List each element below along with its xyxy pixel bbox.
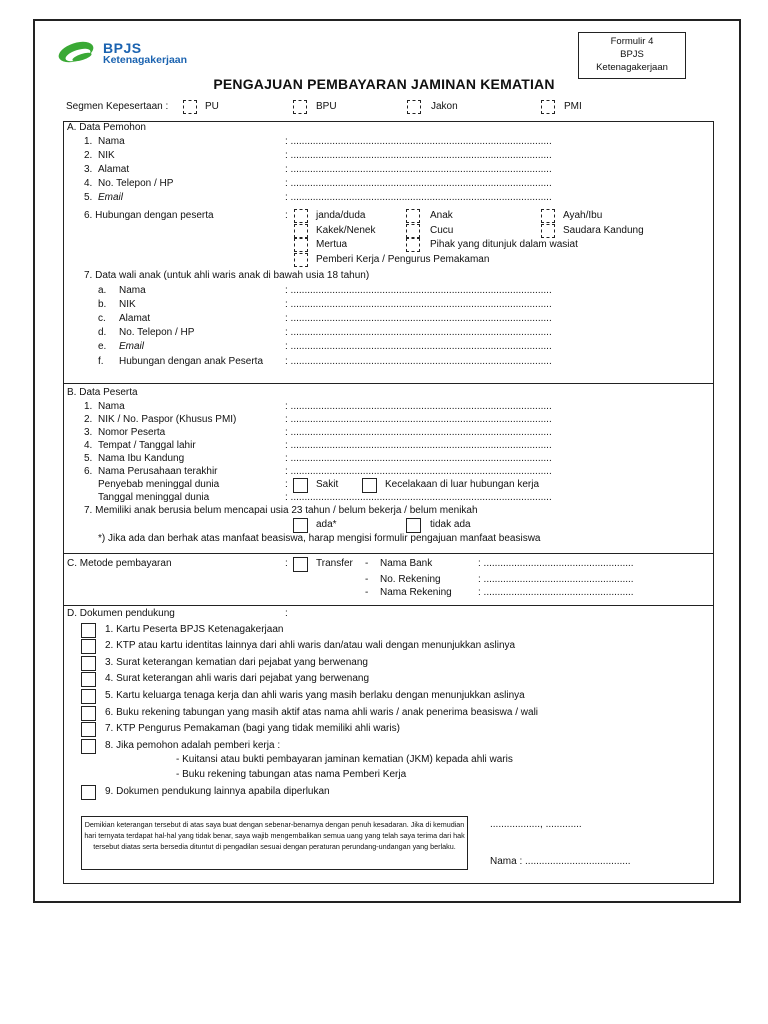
segmen-label: Segmen Kepesertaan : [66, 101, 169, 112]
transfer-label: Transfer [316, 558, 353, 569]
a-field-5-input[interactable]: : .............................................................................................. [285, 192, 552, 203]
doc-8-checkbox[interactable] [81, 739, 96, 754]
penyebab-colon: : [285, 479, 288, 490]
doc-6-label: 6. Buku rekening tabungan yang masih aktif atas nama ahli waris / anak penerima beasiswa / wali [105, 707, 539, 718]
wali-f-num: f. [98, 356, 104, 367]
b-field-2-input[interactable]: : .............................................................................................. [285, 414, 552, 425]
doc-8-label: 8. Jika pemohon adalah pemberi kerja : [105, 740, 281, 751]
nama-rekening-dash: - [365, 587, 369, 598]
hub-mertua-checkbox[interactable] [294, 238, 308, 252]
a-field-4-label: No. Telepon / HP [98, 178, 174, 189]
transfer-checkbox[interactable] [293, 557, 308, 572]
a-field-4-input[interactable]: : .............................................................................................. [285, 178, 552, 189]
doc-9-checkbox[interactable] [81, 785, 96, 800]
form-title: PENGAJUAN PEMBAYARAN JAMINAN KEMATIAN [213, 76, 555, 92]
b-field-2-label: NIK / No. Paspor (Khusus PMI) [98, 414, 237, 425]
wali-d-input[interactable]: : .............................................................................................. [285, 327, 552, 338]
wali-f-label: Hubungan dengan anak Peserta [119, 356, 264, 367]
a-field-1-label: Nama [98, 136, 125, 147]
doc-8-sub-2: - Buku rekening tabungan atas nama Pemberi Kerja [176, 769, 407, 780]
doc-2-checkbox[interactable] [81, 639, 96, 654]
b-field-4-num: 4. [84, 440, 93, 451]
b-field-6-num: 6. [84, 466, 93, 477]
a-field-3-label: Alamat [98, 164, 130, 175]
segmen-pmi-checkbox[interactable] [541, 100, 555, 114]
doc-4-label: 4. Surat keterangan ahli waris dari pejabat yang berwenang [105, 673, 370, 684]
hub-janda-label: janda/duda [316, 210, 366, 221]
hubungan-label: 6. Hubungan dengan peserta [84, 210, 214, 221]
b-field-6-input[interactable]: : .............................................................................................. [285, 466, 552, 477]
penyebab-kecelakaan-checkbox[interactable] [362, 478, 377, 493]
wali-c-num: c. [98, 313, 106, 324]
b-field-3-label: Nomor Peserta [98, 427, 166, 438]
penyebab-sakit-checkbox[interactable] [293, 478, 308, 493]
declaration-box: Demikian keterangan tersebut di atas saya buat dengan sebenar-benarnya dengan penuh kesadaran. Jika di kemudian hari ternyata terdapat hal-hal yang tidak benar, saya wajib mengembalikan semua uang yang telah saya terima dari hak tersebut diatas serta bersedia dituntut di pengadilan sesuai dengan peraturan perundang-undangan yang berlaku. [81, 816, 468, 870]
b-field-1-num: 1. [84, 401, 93, 412]
logo-subname: Ketenagakerjaan [103, 54, 188, 66]
a-field-2-num: 2. [84, 150, 93, 161]
wali-e-num: e. [98, 341, 107, 352]
b-field-1-input[interactable]: : .............................................................................................. [285, 401, 552, 412]
wali-heading: 7. Data wali anak (untuk ahli waris anak di bawah usia 18 tahun) [84, 270, 370, 281]
beasiswa-note: *) Jika ada dan berhak atas manfaat beasiswa, harap mengisi formulir pengajuan manfaat beasiswa [98, 533, 541, 544]
wali-b-num: b. [98, 299, 107, 310]
a-field-1-input[interactable]: : .............................................................................................. [285, 136, 552, 147]
formulir-line-1: Formulir 4 [610, 36, 654, 47]
tanggal-input[interactable]: : .............................................................................................. [285, 492, 552, 503]
rekening-input[interactable]: : ...................................................... [478, 574, 634, 585]
hub-ayah-checkbox[interactable] [541, 209, 555, 223]
doc-6-checkbox[interactable] [81, 706, 96, 721]
hub-anak-checkbox[interactable] [406, 209, 420, 223]
doc-5-checkbox[interactable] [81, 689, 96, 704]
doc-1-label: 1. Kartu Peserta BPJS Ketenagakerjaan [105, 624, 284, 635]
b-field-6-label: Nama Perusahaan terakhir [98, 466, 218, 477]
formulir-box [578, 32, 686, 79]
wali-c-input[interactable]: : .............................................................................................. [285, 313, 552, 324]
segmen-pu-label: PU [205, 101, 219, 112]
nama-rekening-label: Nama Rekening [380, 587, 452, 598]
wali-c-label: Alamat [119, 313, 151, 324]
bank-label: Nama Bank [380, 558, 433, 569]
rekening-dash: - [365, 574, 369, 585]
penyebab-label: Penyebab meninggal dunia [98, 479, 220, 490]
place-date-field[interactable]: .................., ............. [490, 819, 582, 830]
wali-e-input[interactable]: : .............................................................................................. [285, 341, 552, 352]
section-a-heading: A. Data Pemohon [67, 122, 146, 133]
wali-b-label: NIK [119, 299, 136, 310]
hub-cucu-checkbox[interactable] [406, 224, 420, 238]
q7-ada-label: ada* [316, 519, 337, 530]
a-field-2-label: NIK [98, 150, 115, 161]
wali-a-input[interactable]: : .............................................................................................. [285, 285, 552, 296]
logo-name: BPJS [103, 40, 142, 56]
segmen-pmi-label: PMI [564, 101, 582, 112]
section-d-heading: D. Dokumen pendukung [67, 608, 175, 619]
wali-d-label: No. Telepon / HP [119, 327, 195, 338]
hub-kakek-checkbox[interactable] [294, 224, 308, 238]
hub-janda-checkbox[interactable] [294, 209, 308, 223]
doc-2-label: 2. KTP atau kartu identitas lainnya dari ahli waris dan/atau wali dengan menunjukkan aslinya [105, 640, 516, 651]
a-field-4-num: 4. [84, 178, 93, 189]
segmen-jakon-label: Jakon [431, 101, 458, 112]
segmen-jakon-checkbox[interactable] [407, 100, 421, 114]
doc-4-checkbox[interactable] [81, 672, 96, 687]
doc-7-label: 7. KTP Pengurus Pemakaman (bagi yang tidak memiliki ahli waris) [105, 723, 400, 734]
b-field-3-num: 3. [84, 427, 93, 438]
a-field-3-num: 3. [84, 164, 93, 175]
signature-name-field[interactable]: Nama : ...................................... [490, 856, 631, 867]
penyebab-sakit-label: Sakit [316, 479, 339, 490]
doc-8-sub-1: - Kuitansi atau bukti pembayaran jaminan kematian (JKM) kepada ahli waris [176, 754, 513, 765]
hub-cucu-label: Cucu [430, 225, 454, 236]
section-d-colon: : [285, 608, 288, 619]
hub-wasiat-checkbox[interactable] [406, 238, 420, 252]
doc-9-label: 9. Dokumen pendukung lainnya apabila diperlukan [105, 786, 330, 797]
bpjs-logo-icon [56, 38, 102, 68]
hub-ayah-label: Ayah/Ibu [563, 210, 603, 221]
wali-d-num: d. [98, 327, 107, 338]
a-field-5-label: Email [98, 192, 124, 203]
wali-f-input[interactable]: : .............................................................................................. [285, 356, 552, 367]
hub-wasiat-label: Pihak yang ditunjuk dalam wasiat [430, 239, 578, 250]
q7-ada-checkbox[interactable] [293, 518, 308, 533]
penyebab-kecelakaan-label: Kecelakaan di luar hubungan kerja [385, 479, 539, 490]
formulir-line-3: Ketenagakerjaan [596, 62, 668, 73]
hubungan-colon: : [285, 210, 288, 221]
q7-tidak-ada-checkbox[interactable] [406, 518, 421, 533]
hub-mertua-label: Mertua [316, 239, 348, 250]
a-field-5-num: 5. [84, 192, 93, 203]
bank-dash: - [365, 558, 369, 569]
segmen-bpu-label: BPU [316, 101, 337, 112]
doc-5-label: 5. Kartu keluarga tenaga kerja dan ahli waris yang masih berlaku dengan menunjukkan aslinya [105, 690, 525, 701]
hub-pemberi-kerja-label: Pemberi Kerja / Pengurus Pemakaman [316, 254, 490, 265]
b-field-3-input[interactable]: : .............................................................................................. [285, 427, 552, 438]
b-field-4-label: Tempat / Tanggal lahir [98, 440, 196, 451]
hub-pemberi-kerja-checkbox[interactable] [294, 253, 308, 267]
a-field-1-num: 1. [84, 136, 93, 147]
doc-3-checkbox[interactable] [81, 656, 96, 671]
hub-saudara-checkbox[interactable] [541, 224, 555, 238]
q7-tidak-ada-label: tidak ada [430, 519, 471, 530]
hub-anak-label: Anak [430, 210, 453, 221]
segmen-bpu-checkbox[interactable] [293, 100, 307, 114]
wali-b-input[interactable]: : .............................................................................................. [285, 299, 552, 310]
doc-1-checkbox[interactable] [81, 623, 96, 638]
a-field-3-input[interactable]: : .............................................................................................. [285, 164, 552, 175]
doc-3-label: 3. Surat keterangan kematian dari pejabat yang berwenang [105, 657, 368, 668]
formulir-line-2: BPJS [620, 49, 644, 60]
section-c-heading: C. Metode pembayaran [67, 558, 172, 569]
hub-kakek-label: Kakek/Nenek [316, 225, 376, 236]
wali-e-label: Email [119, 341, 145, 352]
b-field-4-input[interactable]: : .............................................................................................. [285, 440, 552, 451]
rekening-label: No. Rekening [380, 574, 441, 585]
b-field-5-num: 5. [84, 453, 93, 464]
bank-input[interactable]: : ...................................................... [478, 558, 634, 569]
doc-7-checkbox[interactable] [81, 722, 96, 737]
b-field-5-label: Nama Ibu Kandung [98, 453, 185, 464]
wali-a-label: Nama [119, 285, 146, 296]
tanggal-label: Tanggal meninggal dunia [98, 492, 210, 503]
wali-a-num: a. [98, 285, 107, 296]
section-c-colon: : [285, 558, 288, 569]
b-field-5-input[interactable]: : .............................................................................................. [285, 453, 552, 464]
hub-saudara-label: Saudara Kandung [563, 225, 644, 236]
section-b-heading: B. Data Peserta [67, 387, 138, 398]
q7-label: 7. Memiliki anak berusia belum mencapai usia 23 tahun / belum bekerja / belum menikah [84, 505, 478, 516]
a-field-2-input[interactable]: : .............................................................................................. [285, 150, 552, 161]
nama-rekening-input[interactable]: : ...................................................... [478, 587, 634, 598]
segmen-pu-checkbox[interactable] [183, 100, 197, 114]
b-field-2-num: 2. [84, 414, 93, 425]
b-field-1-label: Nama [98, 401, 125, 412]
